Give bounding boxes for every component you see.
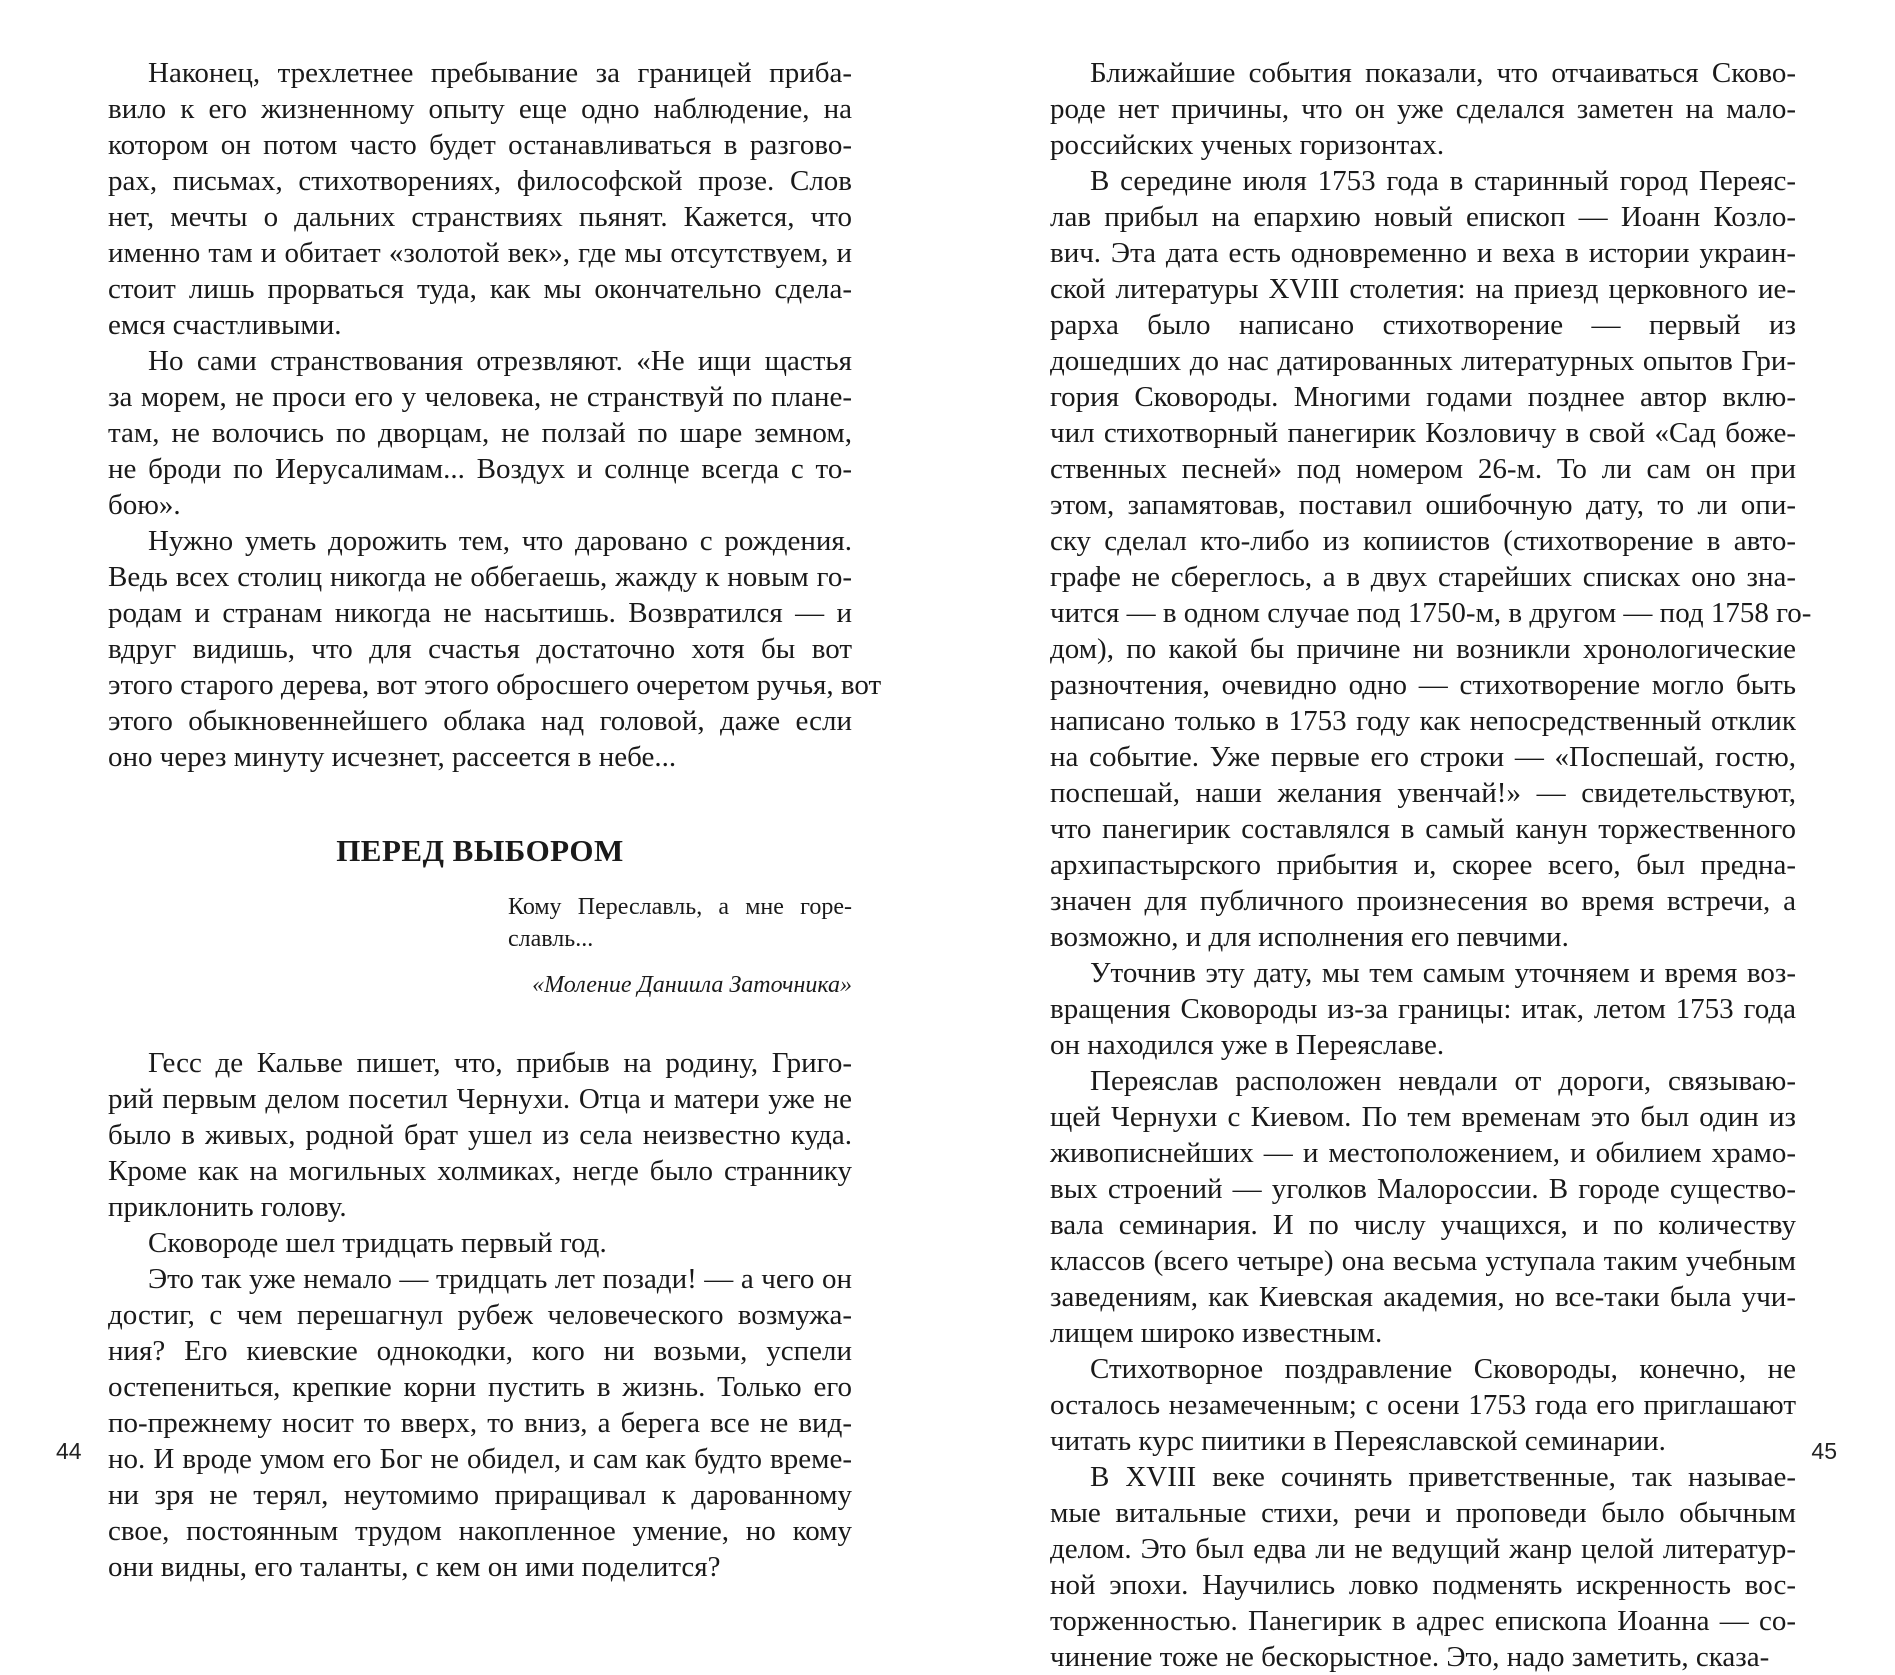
text-line: Ближайшие события показали, что отчаиваться Сково- bbox=[1090, 57, 1796, 89]
text-line: гория Сковороды. Многими годами позднее автор вклю- bbox=[1050, 381, 1796, 413]
text-line: там, не волочись по дворцам, не ползай по шаре земном, bbox=[108, 417, 852, 449]
text-line: этого обыкновеннейшего облака над головой, даже если bbox=[108, 705, 852, 737]
text-line: торженностью. Панегирик в адрес епископа Иоанна — со- bbox=[1050, 1605, 1796, 1637]
text-line: чинение тоже не бескорыстное. Это, надо заметить, сказа- bbox=[1050, 1641, 1770, 1673]
text-line: лав прибыл на епархию новый епископ — Иоанн Козло- bbox=[1050, 201, 1796, 233]
text-line: рах, письмах, стихотворениях, философской прозе. Слов bbox=[108, 165, 852, 197]
text-line: котором он потом часто будет останавливаться в разгово- bbox=[108, 129, 852, 161]
text-line: Нужно уметь дорожить тем, что даровано с рождения. bbox=[148, 525, 852, 557]
text-line: вило к его жизненному опыту еще одно наблюдение, на bbox=[108, 93, 852, 125]
text-line: роде нет причины, что он уже сделался заметен на мало- bbox=[1050, 93, 1796, 125]
text-line: он находился уже в Переяславе. bbox=[1050, 1029, 1445, 1061]
text-line: Стихотворное поздравление Сковороды, конечно, не bbox=[1090, 1353, 1796, 1385]
page-number: 44 bbox=[56, 1438, 82, 1464]
text-line: достиг, с чем перешагнул рубеж человеческого возмужа- bbox=[108, 1299, 852, 1331]
text-line: читать курс пиитики в Переяславской семинарии. bbox=[1050, 1425, 1666, 1457]
text-line: этого старого дерева, вот этого обросшего очеретом ручья, вот bbox=[108, 669, 882, 701]
text-line: написано только в 1753 году как непосредственный отклик bbox=[1050, 705, 1796, 737]
text-line: Наконец, трехлетнее пребывание за границей приба- bbox=[148, 57, 852, 89]
text-line: остепениться, крепкие корни пустить в жизнь. Только его bbox=[108, 1371, 852, 1403]
text-line: чил стихотворный панегирик Козловичу в свой «Сад боже- bbox=[1050, 417, 1796, 449]
text-line: разночтения, очевидно одно — стихотворение могло быть bbox=[1050, 669, 1796, 701]
text-line: вич. Эта дата есть одновременно и веха в истории украин- bbox=[1050, 237, 1796, 269]
text-line: дошедших до нас датированных литературных опытов Гри- bbox=[1050, 345, 1796, 377]
text-line: значен для публичного произнесения во время встречи, а bbox=[1050, 885, 1796, 917]
paragraph bbox=[108, 343, 852, 523]
epigraph-line: славль... bbox=[508, 926, 594, 952]
text-line: родам и странам никогда не насытишь. Возвратился — и bbox=[108, 597, 852, 629]
text-line: Это так уже немало — тридцать лет позади! — а чего он bbox=[148, 1263, 852, 1295]
paragraph bbox=[108, 1261, 852, 1585]
text-line: они видны, его таланты, с кем он ими поделится? bbox=[108, 1551, 721, 1583]
right-text-column bbox=[1050, 55, 1812, 1675]
text-line: вала семинария. И по числу учащихся, и по количеству bbox=[1050, 1209, 1796, 1241]
text-line: возможно, и для исполнения его певчими. bbox=[1050, 921, 1569, 953]
left-page bbox=[0, 0, 948, 1583]
text-line: Сковороде шел тридцать первый год. bbox=[148, 1227, 607, 1259]
text-line: поспешай, наши желания увенчай!» — свидетельствуют, bbox=[1050, 777, 1796, 809]
text-line: лищем широко известным. bbox=[1050, 1317, 1383, 1349]
text-line: ской литературы XVIII столетия: на приезд церковного ие- bbox=[1050, 273, 1796, 305]
text-line: Ведь всех столиц никогда не оббегаешь, жажду к новым го- bbox=[108, 561, 852, 593]
paragraph bbox=[1050, 55, 1796, 163]
text-line: осталось незамеченным; с осени 1753 года его приглашают bbox=[1050, 1389, 1796, 1421]
text-line: бою». bbox=[108, 489, 181, 521]
text-line: но. И вроде умом его Бог не обидел, и сам как будто време- bbox=[108, 1443, 852, 1475]
text-line: делом. Это был едва ли не ведущий жанр целой литератур- bbox=[1050, 1533, 1796, 1565]
text-line: ной эпохи. Научились ловко подменять искренность вос- bbox=[1050, 1569, 1796, 1601]
text-line: Кроме как на могильных холмиках, негде было страннику bbox=[108, 1155, 852, 1187]
text-line: стоит лишь прорваться туда, как мы окончательно сдела- bbox=[108, 273, 852, 305]
text-line: вращения Сковороды из-за границы: итак, летом 1753 года bbox=[1050, 993, 1796, 1025]
text-line: чится — в одном случае под 1750-м, в другом — под 1758 го- bbox=[1050, 597, 1812, 629]
text-line: В середине июля 1753 года в старинный город Переяс- bbox=[1090, 165, 1796, 197]
section-heading: ПЕРЕД ВЫБОРОМ bbox=[336, 833, 624, 868]
text-line: оно через минуту исчезнет, рассеется в небе... bbox=[108, 741, 677, 773]
paragraph bbox=[1050, 1063, 1796, 1351]
paragraph bbox=[1050, 955, 1796, 1063]
text-line: живописнейших — и местоположением, и обилием храмо- bbox=[1050, 1137, 1796, 1169]
text-line: щей Чернухи с Киевом. По тем временам это был один из bbox=[1050, 1101, 1796, 1133]
text-line: вых строений — уголков Малороссии. В городе существо- bbox=[1050, 1173, 1796, 1205]
epigraph-line: Кому Переславль, а мне горе- bbox=[508, 894, 852, 920]
text-line: свое, постоянным трудом накопленное умение, но кому bbox=[108, 1515, 852, 1547]
text-line: приклонить голову. bbox=[108, 1191, 347, 1223]
text-line: за морем, не проси его у человека, не странствуй по плане- bbox=[108, 381, 852, 413]
right-page bbox=[948, 0, 1895, 1673]
text-line: российских ученых горизонтах. bbox=[1050, 129, 1445, 161]
text-line: дом), по какой бы причине ни возникли хронологические bbox=[1050, 633, 1796, 665]
text-line: ния? Его киевские однокодки, кого ни возьми, успели bbox=[108, 1335, 852, 1367]
text-line: рарха было написано стихотворение — первый из bbox=[1050, 309, 1796, 341]
paragraph bbox=[1050, 163, 1812, 955]
text-line: по-прежнему носит то вверх, то вниз, а берега все не вид- bbox=[108, 1407, 852, 1439]
text-line: В XVIII веке сочинять приветственные, так называе- bbox=[1090, 1461, 1796, 1493]
text-line: заведениям, как Киевская академия, но все-таки была учи- bbox=[1050, 1281, 1796, 1313]
text-line: этом, запамятовав, поставил ошибочную дату, то ли опи- bbox=[1050, 489, 1796, 521]
text-line: мые витальные стихи, речи и проповеди было обычным bbox=[1050, 1497, 1796, 1529]
text-line: рий первым делом посетил Чернухи. Отца и матери уже не bbox=[108, 1083, 852, 1115]
page-number: 45 bbox=[1811, 1438, 1837, 1464]
paragraph bbox=[108, 1225, 852, 1261]
epigraph bbox=[108, 891, 852, 1001]
text-line: емся счастливыми. bbox=[108, 309, 342, 341]
text-line: ственных песней» под номером 26-м. То ли сам он при bbox=[1050, 453, 1796, 485]
epigraph-source: «Моление Даниила Заточника» bbox=[532, 972, 852, 998]
text-line: именно там и обитает «золотой век», где мы отсутствуем, и bbox=[108, 237, 852, 269]
text-line: Переяслав расположен невдали от дороги, связываю- bbox=[1090, 1065, 1796, 1097]
text-line: графе не сберeглось, а в двух старейших списках оно зна- bbox=[1050, 561, 1796, 593]
paragraph bbox=[108, 55, 852, 343]
text-line: ску сделал кто-либо из копиистов (стихотворение в авто- bbox=[1050, 525, 1796, 557]
text-line: архипастырского прибытия и, скорее всего, был предна- bbox=[1050, 849, 1796, 881]
text-line: вдруг видишь, что для счастья достаточно хотя бы вот bbox=[108, 633, 852, 665]
paragraph bbox=[1050, 1351, 1796, 1459]
text-line: Но сами странствования отрезвляют. «Не ищи щастья bbox=[148, 345, 852, 377]
text-line: было в живых, родной брат ушел из села неизвестно куда. bbox=[108, 1119, 852, 1151]
text-line: Уточнив эту дату, мы тем самым уточняем и время воз- bbox=[1090, 957, 1796, 989]
paragraph bbox=[1050, 1459, 1796, 1675]
paragraph bbox=[108, 523, 882, 775]
paragraph bbox=[108, 1045, 852, 1225]
text-line: нет, мечты о дальних странствиях пьянят. Кажется, что bbox=[108, 201, 852, 233]
text-line: что панегирик составлялся в самый канун торжественного bbox=[1050, 813, 1796, 845]
left-text-column bbox=[108, 55, 882, 1585]
text-line: на событие. Уже первые его строки — «Поспешай, гостю, bbox=[1050, 741, 1796, 773]
text-line: ни зря не терял, неутомимо приращивал к дарованному bbox=[108, 1479, 852, 1511]
text-line: не броди по Иерусалимам... Воздух и солнце всегда с то- bbox=[108, 453, 852, 485]
text-line: классов (всего четыре) она весьма уступала таким учебным bbox=[1050, 1245, 1796, 1277]
text-line: Гесс де Кальве пишет, что, прибыв на родину, Григо- bbox=[148, 1047, 852, 1079]
